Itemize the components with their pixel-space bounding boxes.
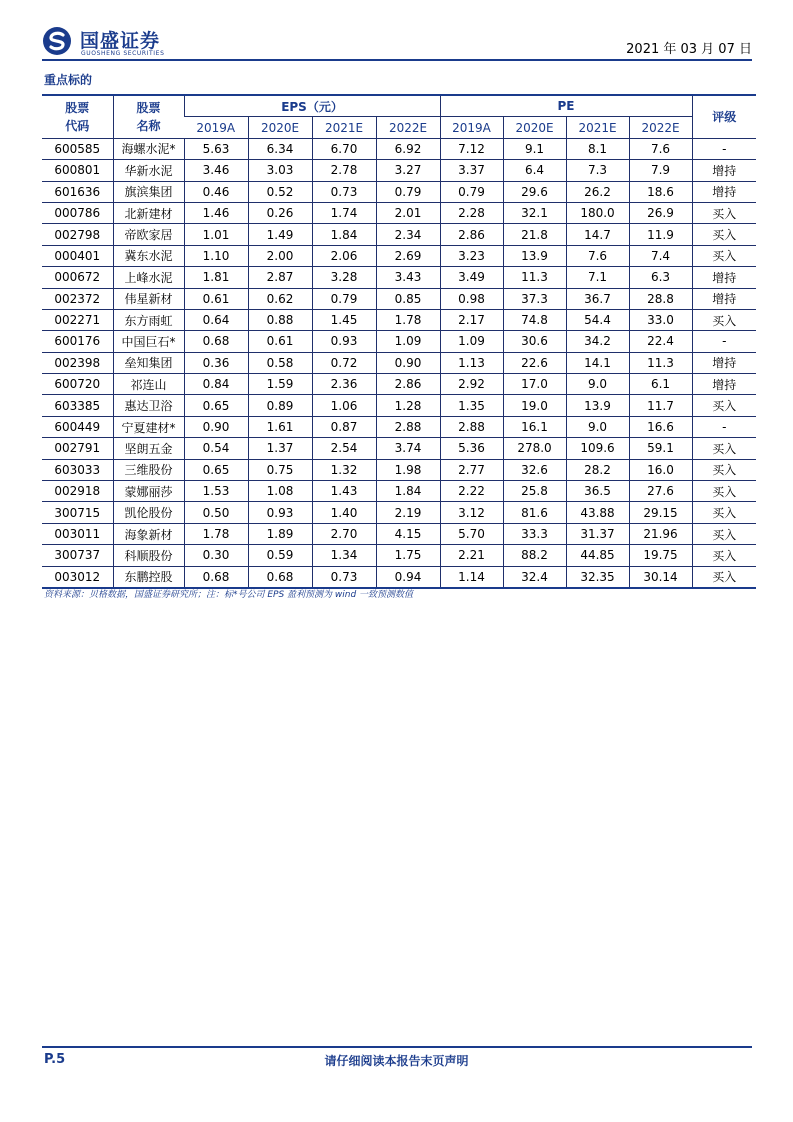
pe-2020e: 19.0 xyxy=(503,395,566,416)
header-code xyxy=(42,95,113,138)
stock-code: 002372 xyxy=(42,288,113,309)
pe-2019a: 1.13 xyxy=(440,352,503,373)
pe-2022e: 6.3 xyxy=(629,267,692,288)
rating: 增持 xyxy=(692,288,756,309)
table-row xyxy=(42,502,756,523)
table-row xyxy=(42,566,756,588)
eps-2019a: 0.65 xyxy=(184,459,248,480)
pe-2019a: 2.22 xyxy=(440,481,503,502)
eps-2020e: 2.87 xyxy=(248,267,312,288)
header-pe-year: 2021E xyxy=(566,117,629,138)
pe-2022e: 27.6 xyxy=(629,481,692,502)
table-row xyxy=(42,374,756,395)
table-row xyxy=(42,138,756,159)
eps-2022e: 2.88 xyxy=(376,416,440,437)
eps-2022e: 1.98 xyxy=(376,459,440,480)
company-name: 国盛证券 xyxy=(80,30,161,52)
eps-2022e: 3.74 xyxy=(376,438,440,459)
table-row xyxy=(42,288,756,309)
eps-2019a: 0.50 xyxy=(184,502,248,523)
pe-2022e: 18.6 xyxy=(629,181,692,202)
eps-2021e: 2.06 xyxy=(312,245,376,266)
eps-2019a: 1.01 xyxy=(184,224,248,245)
stock-name: 华新水泥 xyxy=(113,160,184,181)
stock-code: 601636 xyxy=(42,181,113,202)
eps-2022e: 2.34 xyxy=(376,224,440,245)
eps-2022e: 2.01 xyxy=(376,202,440,223)
pe-2022e: 19.75 xyxy=(629,545,692,566)
stock-code: 600720 xyxy=(42,374,113,395)
pe-2021e: 43.88 xyxy=(566,502,629,523)
pe-2021e: 109.6 xyxy=(566,438,629,459)
table-row xyxy=(42,181,756,202)
eps-2022e: 0.85 xyxy=(376,288,440,309)
pe-2022e: 28.8 xyxy=(629,288,692,309)
rating: 买入 xyxy=(692,309,756,330)
eps-2022e: 1.78 xyxy=(376,309,440,330)
pe-2019a: 2.28 xyxy=(440,202,503,223)
pe-2021e: 54.4 xyxy=(566,309,629,330)
stock-code: 000786 xyxy=(42,202,113,223)
stock-name: 帝欧家居 xyxy=(113,224,184,245)
eps-2019a: 1.81 xyxy=(184,267,248,288)
rating: 买入 xyxy=(692,502,756,523)
stock-name: 旗滨集团 xyxy=(113,181,184,202)
eps-2021e: 3.28 xyxy=(312,267,376,288)
stock-name: 惠达卫浴 xyxy=(113,395,184,416)
eps-2019a: 0.84 xyxy=(184,374,248,395)
stock-name: 东鹏控股 xyxy=(113,566,184,588)
pe-2020e: 32.4 xyxy=(503,566,566,588)
table-row xyxy=(42,224,756,245)
header-eps-year: 2020E xyxy=(248,117,312,138)
pe-2022e: 22.4 xyxy=(629,331,692,352)
pe-2019a: 2.86 xyxy=(440,224,503,245)
header-name xyxy=(113,95,184,138)
pe-2021e: 34.2 xyxy=(566,331,629,352)
header-eps-year: 2019A xyxy=(184,117,248,138)
eps-2019a: 0.64 xyxy=(184,309,248,330)
eps-2021e: 2.36 xyxy=(312,374,376,395)
pe-2021e: 32.35 xyxy=(566,566,629,588)
stock-name: 宁夏建材* xyxy=(113,416,184,437)
pe-2020e: 29.6 xyxy=(503,181,566,202)
eps-2021e: 0.72 xyxy=(312,352,376,373)
eps-2021e: 0.79 xyxy=(312,288,376,309)
eps-2022e: 0.90 xyxy=(376,352,440,373)
pe-2022e: 16.6 xyxy=(629,416,692,437)
eps-2020e: 0.59 xyxy=(248,545,312,566)
pe-2021e: 13.9 xyxy=(566,395,629,416)
pe-2020e: 33.3 xyxy=(503,523,566,544)
pe-2021e: 44.85 xyxy=(566,545,629,566)
table-row xyxy=(42,395,756,416)
rating: 增持 xyxy=(692,352,756,373)
pe-2020e: 16.1 xyxy=(503,416,566,437)
stock-code: 600801 xyxy=(42,160,113,181)
pe-2021e: 8.1 xyxy=(566,138,629,159)
footer-disclaimer: 请仔细阅读本报告末页声明 xyxy=(324,1054,469,1068)
header-name-line1: 股票 xyxy=(136,100,161,115)
eps-2019a: 0.90 xyxy=(184,416,248,437)
stock-name: 海象新材 xyxy=(113,523,184,544)
stock-code: 600585 xyxy=(42,138,113,159)
stock-code: 600449 xyxy=(42,416,113,437)
table-row xyxy=(42,523,756,544)
eps-2020e: 6.34 xyxy=(248,138,312,159)
pe-2020e: 32.1 xyxy=(503,202,566,223)
table-body xyxy=(42,138,756,588)
pe-2019a: 3.37 xyxy=(440,160,503,181)
table-row xyxy=(42,416,756,437)
pe-2021e: 28.2 xyxy=(566,459,629,480)
stock-code: 002791 xyxy=(42,438,113,459)
pe-2020e: 30.6 xyxy=(503,331,566,352)
header-pe-group: PE xyxy=(440,95,692,117)
stock-name: 伟星新材 xyxy=(113,288,184,309)
pe-2022e: 6.1 xyxy=(629,374,692,395)
eps-2020e: 3.03 xyxy=(248,160,312,181)
pe-2019a: 2.88 xyxy=(440,416,503,437)
key-stocks-table xyxy=(42,94,756,589)
stock-name: 海螺水泥* xyxy=(113,138,184,159)
eps-2019a: 0.61 xyxy=(184,288,248,309)
table-row xyxy=(42,545,756,566)
pe-2021e: 36.5 xyxy=(566,481,629,502)
pe-2019a: 3.23 xyxy=(440,245,503,266)
eps-2019a: 0.36 xyxy=(184,352,248,373)
stock-code: 002271 xyxy=(42,309,113,330)
pe-2019a: 2.17 xyxy=(440,309,503,330)
pe-2020e: 6.4 xyxy=(503,160,566,181)
rating: - xyxy=(692,138,756,159)
eps-2020e: 1.61 xyxy=(248,416,312,437)
pe-2019a: 2.92 xyxy=(440,374,503,395)
eps-2020e: 1.08 xyxy=(248,481,312,502)
rating: 买入 xyxy=(692,459,756,480)
stock-code: 002918 xyxy=(42,481,113,502)
pe-2021e: 180.0 xyxy=(566,202,629,223)
eps-2021e: 6.70 xyxy=(312,138,376,159)
eps-2020e: 0.26 xyxy=(248,202,312,223)
eps-2019a: 1.10 xyxy=(184,245,248,266)
pe-2021e: 9.0 xyxy=(566,374,629,395)
eps-2019a: 1.46 xyxy=(184,202,248,223)
pe-2020e: 25.8 xyxy=(503,481,566,502)
eps-2022e: 1.09 xyxy=(376,331,440,352)
pe-2019a: 0.79 xyxy=(440,181,503,202)
pe-2022e: 7.4 xyxy=(629,245,692,266)
header-rating: 评级 xyxy=(692,95,756,138)
eps-2019a: 0.54 xyxy=(184,438,248,459)
pe-2021e: 7.1 xyxy=(566,267,629,288)
eps-2019a: 0.46 xyxy=(184,181,248,202)
pe-2020e: 32.6 xyxy=(503,459,566,480)
pe-2019a: 5.70 xyxy=(440,523,503,544)
stock-name: 凯伦股份 xyxy=(113,502,184,523)
eps-2020e: 0.89 xyxy=(248,395,312,416)
pe-2019a: 1.09 xyxy=(440,331,503,352)
rating: 增持 xyxy=(692,374,756,395)
table-row xyxy=(42,459,756,480)
table-row xyxy=(42,202,756,223)
table-row xyxy=(42,331,756,352)
eps-2021e: 2.54 xyxy=(312,438,376,459)
pe-2022e: 16.0 xyxy=(629,459,692,480)
eps-2021e: 0.87 xyxy=(312,416,376,437)
report-date: 2021 年 03 月 07 日 xyxy=(626,42,752,57)
rating: 买入 xyxy=(692,566,756,588)
pe-2020e: 37.3 xyxy=(503,288,566,309)
pe-2020e: 21.8 xyxy=(503,224,566,245)
eps-2021e: 1.84 xyxy=(312,224,376,245)
eps-2022e: 0.94 xyxy=(376,566,440,588)
rating: 买入 xyxy=(692,224,756,245)
header-rule xyxy=(42,59,752,61)
pe-2019a: 0.98 xyxy=(440,288,503,309)
header-pe-year: 2019A xyxy=(440,117,503,138)
section-title: 重点标的 xyxy=(44,73,93,87)
pe-2020e: 11.3 xyxy=(503,267,566,288)
rating: 买入 xyxy=(692,245,756,266)
eps-2019a: 0.68 xyxy=(184,331,248,352)
eps-2022e: 3.27 xyxy=(376,160,440,181)
rating: - xyxy=(692,416,756,437)
stock-name: 东方雨虹 xyxy=(113,309,184,330)
eps-2020e: 0.61 xyxy=(248,331,312,352)
eps-2022e: 2.19 xyxy=(376,502,440,523)
eps-2020e: 1.49 xyxy=(248,224,312,245)
header-eps-year: 2021E xyxy=(312,117,376,138)
stock-code: 300737 xyxy=(42,545,113,566)
pe-2021e: 7.6 xyxy=(566,245,629,266)
table-row xyxy=(42,267,756,288)
table-row xyxy=(42,438,756,459)
pe-2022e: 29.15 xyxy=(629,502,692,523)
eps-2020e: 0.93 xyxy=(248,502,312,523)
pe-2022e: 21.96 xyxy=(629,523,692,544)
pe-2021e: 14.1 xyxy=(566,352,629,373)
table-row xyxy=(42,160,756,181)
pe-2022e: 11.3 xyxy=(629,352,692,373)
pe-2019a: 3.49 xyxy=(440,267,503,288)
eps-2022e: 6.92 xyxy=(376,138,440,159)
eps-2022e: 1.28 xyxy=(376,395,440,416)
pe-2022e: 59.1 xyxy=(629,438,692,459)
pe-2020e: 22.6 xyxy=(503,352,566,373)
eps-2021e: 1.74 xyxy=(312,202,376,223)
rating: 增持 xyxy=(692,267,756,288)
header-eps-year: 2022E xyxy=(376,117,440,138)
eps-2021e: 0.73 xyxy=(312,181,376,202)
stock-code: 600176 xyxy=(42,331,113,352)
eps-2019a: 0.68 xyxy=(184,566,248,588)
eps-2020e: 1.37 xyxy=(248,438,312,459)
eps-2019a: 0.65 xyxy=(184,395,248,416)
pe-2022e: 7.9 xyxy=(629,160,692,181)
stock-code: 000672 xyxy=(42,267,113,288)
pe-2021e: 36.7 xyxy=(566,288,629,309)
rating: 买入 xyxy=(692,395,756,416)
rating: 增持 xyxy=(692,181,756,202)
stock-code: 603385 xyxy=(42,395,113,416)
eps-2022e: 0.79 xyxy=(376,181,440,202)
company-name-en: GUOSHENG SECURITIES xyxy=(81,50,165,57)
pe-2022e: 7.6 xyxy=(629,138,692,159)
stock-code: 002398 xyxy=(42,352,113,373)
eps-2021e: 1.34 xyxy=(312,545,376,566)
pe-2021e: 14.7 xyxy=(566,224,629,245)
rating: - xyxy=(692,331,756,352)
stock-code: 300715 xyxy=(42,502,113,523)
table-row xyxy=(42,481,756,502)
stock-code: 003011 xyxy=(42,523,113,544)
eps-2020e: 2.00 xyxy=(248,245,312,266)
eps-2021e: 2.70 xyxy=(312,523,376,544)
guosheng-logo-icon xyxy=(42,26,72,56)
table-row xyxy=(42,245,756,266)
pe-2020e: 17.0 xyxy=(503,374,566,395)
pe-2019a: 1.35 xyxy=(440,395,503,416)
eps-2022e: 3.43 xyxy=(376,267,440,288)
page-number: P.5 xyxy=(44,1052,66,1067)
stock-code: 000401 xyxy=(42,245,113,266)
pe-2020e: 81.6 xyxy=(503,502,566,523)
pe-2022e: 33.0 xyxy=(629,309,692,330)
eps-2022e: 2.69 xyxy=(376,245,440,266)
eps-2020e: 0.75 xyxy=(248,459,312,480)
pe-2021e: 26.2 xyxy=(566,181,629,202)
pe-2022e: 30.14 xyxy=(629,566,692,588)
footer-rule xyxy=(42,1046,752,1048)
pe-2019a: 3.12 xyxy=(440,502,503,523)
pe-2022e: 26.9 xyxy=(629,202,692,223)
pe-2022e: 11.7 xyxy=(629,395,692,416)
eps-2020e: 0.62 xyxy=(248,288,312,309)
eps-2022e: 2.86 xyxy=(376,374,440,395)
eps-2020e: 0.88 xyxy=(248,309,312,330)
eps-2020e: 1.89 xyxy=(248,523,312,544)
eps-2021e: 2.78 xyxy=(312,160,376,181)
eps-2021e: 1.45 xyxy=(312,309,376,330)
stock-code: 603033 xyxy=(42,459,113,480)
pe-2019a: 7.12 xyxy=(440,138,503,159)
eps-2021e: 1.43 xyxy=(312,481,376,502)
eps-2020e: 0.68 xyxy=(248,566,312,588)
stock-name: 中国巨石* xyxy=(113,331,184,352)
stock-name: 垒知集团 xyxy=(113,352,184,373)
stock-name: 北新建材 xyxy=(113,202,184,223)
pe-2020e: 88.2 xyxy=(503,545,566,566)
eps-2021e: 0.93 xyxy=(312,331,376,352)
table-row xyxy=(42,309,756,330)
rating: 买入 xyxy=(692,545,756,566)
eps-2019a: 3.46 xyxy=(184,160,248,181)
eps-2021e: 0.73 xyxy=(312,566,376,588)
stock-name: 科顺股份 xyxy=(113,545,184,566)
stock-code: 003012 xyxy=(42,566,113,588)
eps-2020e: 0.52 xyxy=(248,181,312,202)
stock-name: 蒙娜丽莎 xyxy=(113,481,184,502)
header-eps-group: EPS（元） xyxy=(184,95,440,117)
source-note: 资料来源：贝格数据，国盛证券研究所；注：标*号公司 EPS 盈利预测为 wind 一致预测数值 xyxy=(44,590,414,600)
rating: 买入 xyxy=(692,481,756,502)
pe-2019a: 5.36 xyxy=(440,438,503,459)
stock-name: 三维股份 xyxy=(113,459,184,480)
eps-2021e: 1.40 xyxy=(312,502,376,523)
eps-2022e: 1.75 xyxy=(376,545,440,566)
eps-2019a: 0.30 xyxy=(184,545,248,566)
eps-2019a: 1.53 xyxy=(184,481,248,502)
eps-2019a: 1.78 xyxy=(184,523,248,544)
pe-2021e: 7.3 xyxy=(566,160,629,181)
pe-2019a: 2.21 xyxy=(440,545,503,566)
eps-2020e: 1.59 xyxy=(248,374,312,395)
stock-name: 冀东水泥 xyxy=(113,245,184,266)
eps-2022e: 1.84 xyxy=(376,481,440,502)
pe-2020e: 13.9 xyxy=(503,245,566,266)
header-pe-year: 2022E xyxy=(629,117,692,138)
eps-2021e: 1.32 xyxy=(312,459,376,480)
pe-2019a: 2.77 xyxy=(440,459,503,480)
pe-2022e: 11.9 xyxy=(629,224,692,245)
pe-2019a: 1.14 xyxy=(440,566,503,588)
rating: 买入 xyxy=(692,438,756,459)
header-name-line2: 名称 xyxy=(136,118,161,133)
pe-2020e: 74.8 xyxy=(503,309,566,330)
stock-code: 002798 xyxy=(42,224,113,245)
pe-2021e: 31.37 xyxy=(566,523,629,544)
rating: 买入 xyxy=(692,202,756,223)
pe-2020e: 278.0 xyxy=(503,438,566,459)
stock-name: 坚朗五金 xyxy=(113,438,184,459)
rating: 买入 xyxy=(692,523,756,544)
header-pe-year: 2020E xyxy=(503,117,566,138)
eps-2021e: 1.06 xyxy=(312,395,376,416)
page-header xyxy=(42,20,752,60)
eps-2020e: 0.58 xyxy=(248,352,312,373)
eps-2022e: 4.15 xyxy=(376,523,440,544)
table-row xyxy=(42,352,756,373)
header-code-line1: 股票 xyxy=(65,100,90,115)
pe-2021e: 9.0 xyxy=(566,416,629,437)
pe-2020e: 9.1 xyxy=(503,138,566,159)
stock-name: 祁连山 xyxy=(113,374,184,395)
stock-name: 上峰水泥 xyxy=(113,267,184,288)
header-code-line2: 代码 xyxy=(65,118,90,133)
eps-2019a: 5.63 xyxy=(184,138,248,159)
rating: 增持 xyxy=(692,160,756,181)
